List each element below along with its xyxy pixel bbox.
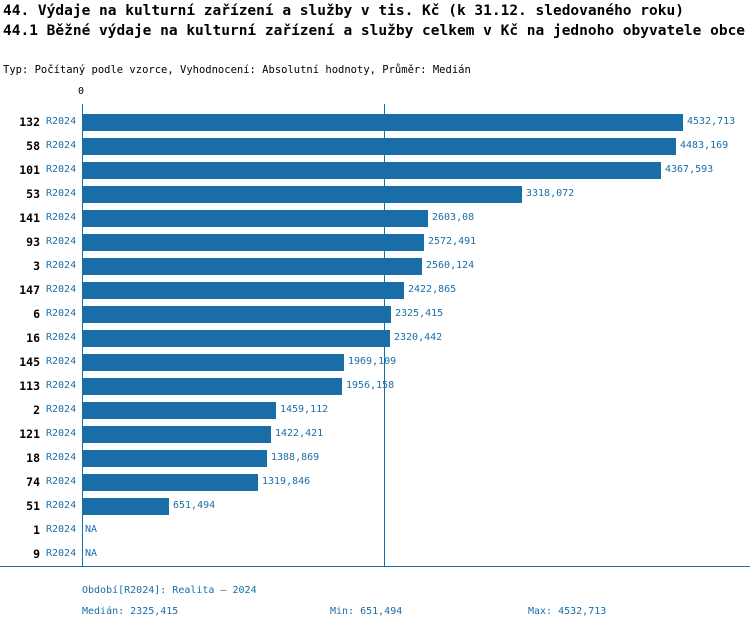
chart-row [0, 470, 750, 494]
row-rank-label: 121 [19, 427, 40, 441]
page-title-line1: 44. Výdaje na kulturní zařízení a služby v tis. Kč (k 31.12. sledovaného roku) [3, 3, 684, 19]
row-rank-label: 93 [26, 235, 40, 249]
bar[interactable] [83, 258, 422, 275]
bar-value-label: 651,494 [173, 500, 216, 511]
row-category-label: R2024 [46, 284, 77, 295]
row-category-label: R2024 [46, 260, 77, 271]
row-category-label: R2024 [46, 404, 77, 415]
chart-row [0, 422, 750, 446]
chart-row [0, 254, 750, 278]
row-rank-label: 147 [19, 283, 40, 297]
row-category-label: R2024 [46, 308, 77, 319]
chart-row [0, 206, 750, 230]
bar[interactable] [83, 426, 271, 443]
row-rank-label: 9 [33, 547, 40, 561]
footer-median: Medián: 2325,415 [82, 606, 179, 617]
bar-value-label: 1422,421 [275, 428, 324, 439]
bar[interactable] [83, 354, 344, 371]
row-rank-label: 145 [19, 355, 40, 369]
bar-value-label-na: NA [85, 524, 98, 535]
plot-bottom-border [0, 566, 750, 567]
chart-row [0, 302, 750, 326]
chart-row [0, 278, 750, 302]
bar-value-label: 2422,865 [408, 284, 457, 295]
row-category-label: R2024 [46, 332, 77, 343]
chart-row [0, 398, 750, 422]
chart-subtitle: Typ: Počítaný podle vzorce, Vyhodnocení: Absolutní hodnoty, Průměr: Medián [3, 64, 471, 76]
row-rank-label: 1 [33, 523, 40, 537]
bar-value-label: 4367,593 [665, 164, 714, 175]
bar-value-label: 1956,158 [346, 380, 395, 391]
row-rank-label: 101 [19, 163, 40, 177]
bar[interactable] [83, 138, 676, 155]
chart-row [0, 230, 750, 254]
row-category-label: R2024 [46, 548, 77, 559]
bar[interactable] [83, 162, 661, 179]
row-rank-label: 6 [33, 307, 40, 321]
footer-min: Min: 651,494 [330, 606, 403, 617]
chart-row [0, 158, 750, 182]
bar[interactable] [83, 402, 276, 419]
bar-value-label: 1969,109 [348, 356, 397, 367]
bar[interactable] [83, 114, 683, 131]
row-category-label: R2024 [46, 356, 77, 367]
chart-row [0, 134, 750, 158]
row-category-label: R2024 [46, 164, 77, 175]
bar-value-label: 4532,713 [687, 116, 736, 127]
row-category-label: R2024 [46, 524, 77, 535]
row-category-label: R2024 [46, 428, 77, 439]
bar-value-label: 1459,112 [280, 404, 329, 415]
row-category-label: R2024 [46, 236, 77, 247]
chart-row [0, 518, 750, 542]
chart-row [0, 542, 750, 566]
page-title-line2: 44.1 Běžné výdaje na kulturní zařízení a služby celkem v Kč na jednoho obyvatele obce [3, 23, 746, 39]
chart-row [0, 446, 750, 470]
bar[interactable] [83, 282, 404, 299]
chart-row [0, 326, 750, 350]
bar[interactable] [83, 378, 342, 395]
bar[interactable] [83, 474, 258, 491]
row-category-label: R2024 [46, 212, 77, 223]
row-rank-label: 74 [26, 475, 40, 489]
bar-value-label: 2320,442 [394, 332, 443, 343]
row-rank-label: 58 [26, 139, 40, 153]
row-rank-label: 3 [33, 259, 40, 273]
row-rank-label: 18 [26, 451, 40, 465]
chart-row [0, 494, 750, 518]
bar-value-label: 1388,869 [271, 452, 320, 463]
bar[interactable] [83, 234, 424, 251]
bar-value-label: 2560,124 [426, 260, 475, 271]
row-rank-label: 113 [19, 379, 40, 393]
footer-max: Max: 4532,713 [528, 606, 607, 617]
bar-value-label: 2603,08 [432, 212, 475, 223]
row-category-label: R2024 [46, 140, 77, 151]
bar[interactable] [83, 186, 522, 203]
row-rank-label: 2 [33, 403, 40, 417]
row-category-label: R2024 [46, 188, 77, 199]
footer-period: Období[R2024]: Realita – 2024 [82, 585, 257, 596]
bar-value-label: 2325,415 [395, 308, 444, 319]
row-rank-label: 132 [19, 115, 40, 129]
bar-value-label: 3318,072 [526, 188, 575, 199]
row-category-label: R2024 [46, 476, 77, 487]
row-rank-label: 16 [26, 331, 40, 345]
bar-value-label: 2572,491 [428, 236, 477, 247]
bar-value-label: 1319,846 [262, 476, 311, 487]
chart-row [0, 182, 750, 206]
row-category-label: R2024 [46, 452, 77, 463]
bar[interactable] [83, 330, 390, 347]
bar[interactable] [83, 450, 267, 467]
axis-origin-label: 0 [78, 86, 85, 97]
bar-value-label: 4483,169 [680, 140, 729, 151]
row-rank-label: 51 [26, 499, 40, 513]
row-rank-label: 141 [19, 211, 40, 225]
row-category-label: R2024 [46, 380, 77, 391]
row-rank-label: 53 [26, 187, 40, 201]
bar[interactable] [83, 306, 391, 323]
row-category-label: R2024 [46, 500, 77, 511]
bar[interactable] [83, 210, 428, 227]
chart-row [0, 350, 750, 374]
chart-row [0, 374, 750, 398]
chart-row [0, 110, 750, 134]
row-category-label: R2024 [46, 116, 77, 127]
bar[interactable] [83, 498, 169, 515]
bar-value-label-na: NA [85, 548, 98, 559]
